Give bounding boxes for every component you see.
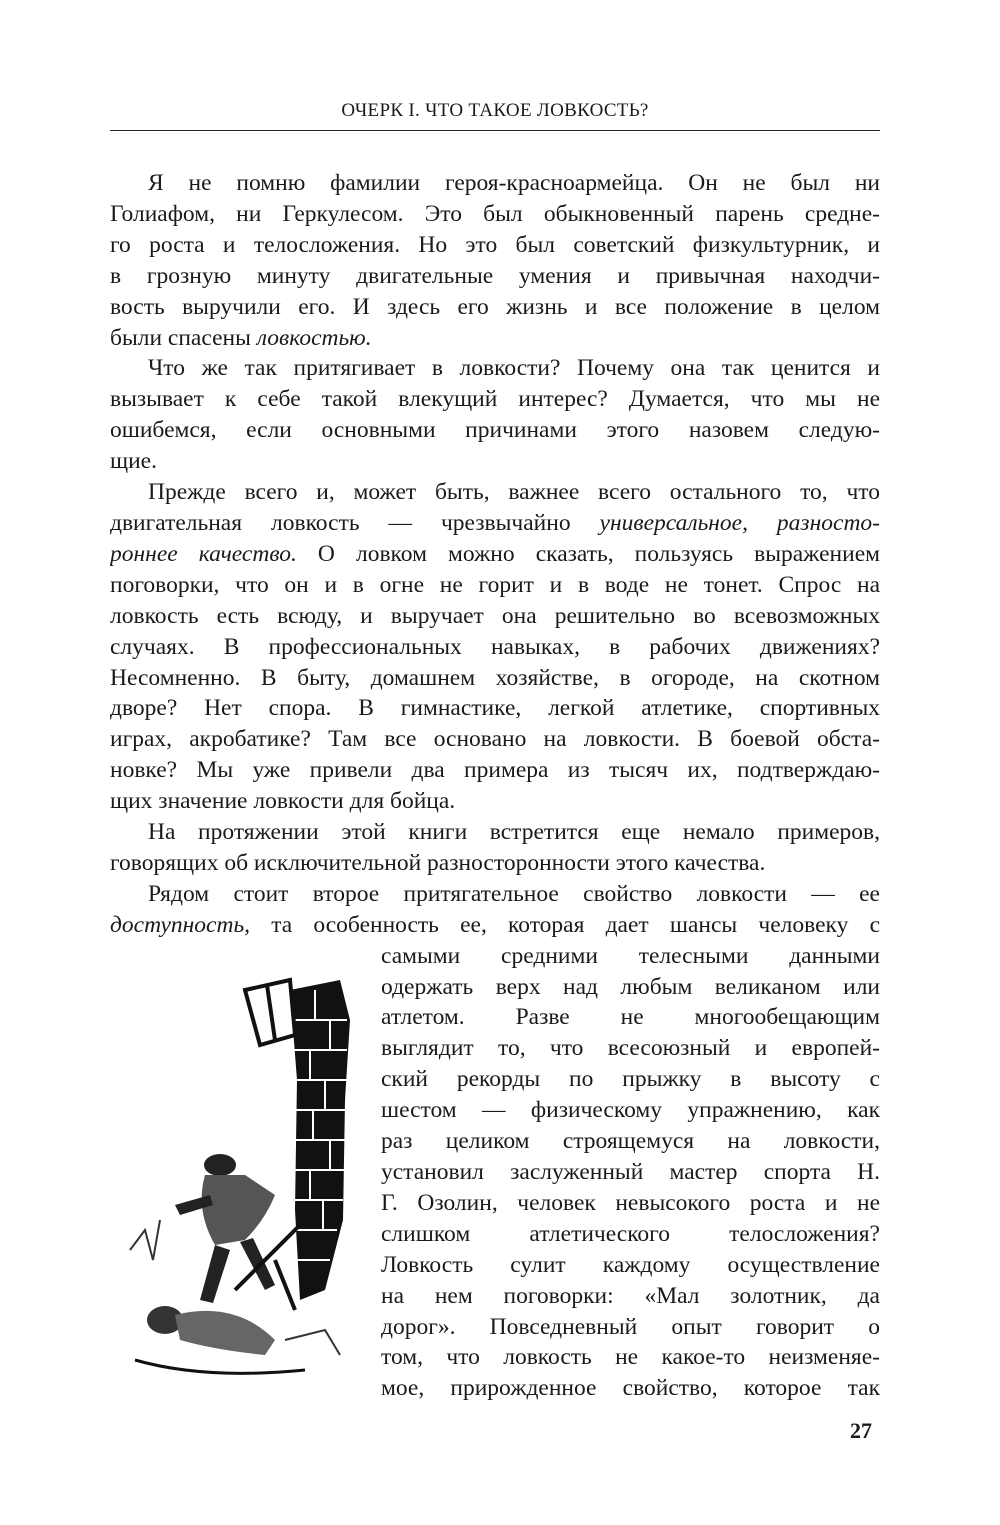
- text: Ловкость сулит каждому осуществление: [381, 1251, 880, 1278]
- text-line: [110, 508, 880, 539]
- running-head: ОЧЕРК I. ЧТО ТАКОЕ ЛОВКОСТЬ?: [341, 100, 649, 121]
- text-line: [381, 972, 880, 1003]
- wounded-figure: [135, 1306, 305, 1373]
- text-line: [381, 1250, 880, 1281]
- text-line: [110, 230, 880, 261]
- illustration-soldiers-by-brick-wall: [125, 960, 365, 1395]
- text: вызывает к себе такой влекущий интерес? Думается, что мы не: [110, 386, 880, 413]
- italic-text: роннее качество.: [110, 540, 297, 567]
- text: раз целиком строящемуся на ловкости,: [381, 1128, 880, 1155]
- text-line: [381, 1373, 880, 1404]
- text-line: [110, 261, 880, 292]
- text-line: [110, 910, 880, 941]
- italic-text: ловкостью.: [256, 324, 372, 351]
- text: мое, прирожденное свойство, которое так: [381, 1375, 880, 1402]
- paragraph: [110, 817, 880, 879]
- text: щих значение ловкости для бойца.: [110, 788, 456, 815]
- text: Что же так притягивает в ловкости? Почему она так ценится и: [148, 355, 880, 382]
- text-line: [110, 323, 880, 354]
- text: Несомненно. В быту, домашнем хозяйстве, в огороде, на скотном: [110, 664, 880, 691]
- text-line: [110, 384, 880, 415]
- text: Рядом стоит второе притягательное свойство ловкости — ее: [148, 880, 880, 907]
- text-line: [110, 415, 880, 446]
- paragraph: [110, 353, 880, 477]
- header-rule: [110, 130, 880, 131]
- text-line: [110, 601, 880, 632]
- page-number: 27: [850, 1418, 872, 1443]
- text-line: [110, 786, 880, 817]
- text: самыми средними телесными данными: [381, 942, 880, 969]
- text: слишком атлетического телосложения?: [381, 1220, 880, 1247]
- text: го роста и телосложения. Но это был советский физкультурник, и: [110, 231, 880, 258]
- text: О ловком можно сказать, пользуясь выражением: [296, 540, 880, 567]
- text-line: [381, 1157, 880, 1188]
- text: поговорки, что он и в огне не горит и в воде не тонет. Спрос на: [110, 571, 880, 598]
- text: та особенность ее, которая дает шансы человеку с: [250, 911, 880, 938]
- text-line: [381, 1126, 880, 1157]
- brick-wall: [290, 980, 350, 1300]
- text: говорящих об исключительной разносторонности этого качества.: [110, 849, 766, 876]
- text-line: [381, 941, 880, 972]
- text: На протяжении этой книги встретится еще немало примеров,: [148, 819, 880, 846]
- text-line: [110, 663, 880, 694]
- text: в грозную минуту двигательные умения и привычная находчи-: [110, 262, 880, 289]
- text-line: [110, 168, 880, 199]
- text-line: [110, 724, 880, 755]
- text-line: [110, 199, 880, 230]
- text: новке? Мы уже привели два примера из тысяч их, подтверждаю-: [110, 757, 880, 784]
- text-line: [381, 1064, 880, 1095]
- text-line: [381, 1095, 880, 1126]
- text: дорог». Повседневный опыт говорит о: [381, 1313, 880, 1340]
- text: были спасены: [110, 324, 257, 351]
- text-line: [110, 879, 880, 910]
- window-frame: [245, 980, 295, 1045]
- text-line: [110, 632, 880, 663]
- text-line: [110, 755, 880, 786]
- text: атлетом. Разве не многообещающим: [381, 1004, 880, 1031]
- text-line: [110, 570, 880, 601]
- text-line: [110, 693, 880, 724]
- text-line: [381, 1219, 880, 1250]
- italic-text: универсальное, разносто-: [599, 509, 880, 536]
- text: ский рекорды по прыжку в высоту с: [381, 1066, 880, 1093]
- text: на нем поговорки: «Мал золотник, да: [381, 1282, 880, 1309]
- text-line: [110, 817, 880, 848]
- text: двигательная ловкость — чрезвычайно: [110, 509, 600, 536]
- text: шестом — физическому упражнению, как: [381, 1097, 880, 1124]
- text-line: [381, 1188, 880, 1219]
- text-line: [110, 848, 880, 879]
- text: щие.: [110, 448, 157, 475]
- text: Я не помню фамилии героя-красноармейца. Он не был ни: [148, 170, 880, 196]
- soldier-figure: [175, 1154, 275, 1303]
- text-line: [381, 1002, 880, 1033]
- text: ошибемся, если основными причинами этого назовем следую-: [110, 417, 880, 444]
- text-line: [110, 477, 880, 508]
- text: установил заслуженный мастер спорта Н.: [381, 1159, 880, 1185]
- paragraph: [110, 477, 880, 817]
- italic-text: доступность,: [110, 911, 251, 938]
- text: ловкость есть всюду, и выручает она решительно во всевозможных: [110, 602, 880, 629]
- text: том, что ловкость не какое-то неизменяе-: [381, 1344, 880, 1371]
- text: Г. Озолин, человек невысокого роста и не: [381, 1189, 880, 1216]
- text-line: [381, 1033, 880, 1064]
- text: случаях. В профессиональных навыках, в рабочих движениях?: [110, 633, 880, 660]
- text-line: [110, 292, 880, 323]
- text: дворе? Нет спора. В гимнастике, легкой атлетике, спортивных: [110, 695, 880, 722]
- text: Прежде всего и, может быть, важнее всего остального то, что: [148, 479, 880, 506]
- text: вость выручили его. И здесь его жизнь и все положение в целом: [110, 293, 880, 320]
- text-line: [381, 1281, 880, 1312]
- text: играх, акробатике? Там все основано на ловкости. В боевой обста-: [110, 726, 880, 753]
- text-line: [381, 1312, 880, 1343]
- text-line: [381, 1342, 880, 1373]
- text-line: [110, 353, 880, 384]
- text-line: [110, 539, 880, 570]
- text: выглядит то, что всесоюзный и европей-: [381, 1035, 880, 1062]
- text: Голиафом, ни Геркулесом. Это был обыкновенный парень средне-: [110, 200, 880, 227]
- text: одержать верх над любым великаном или: [381, 973, 880, 1000]
- text-line: [110, 446, 880, 477]
- paragraph: [110, 168, 880, 353]
